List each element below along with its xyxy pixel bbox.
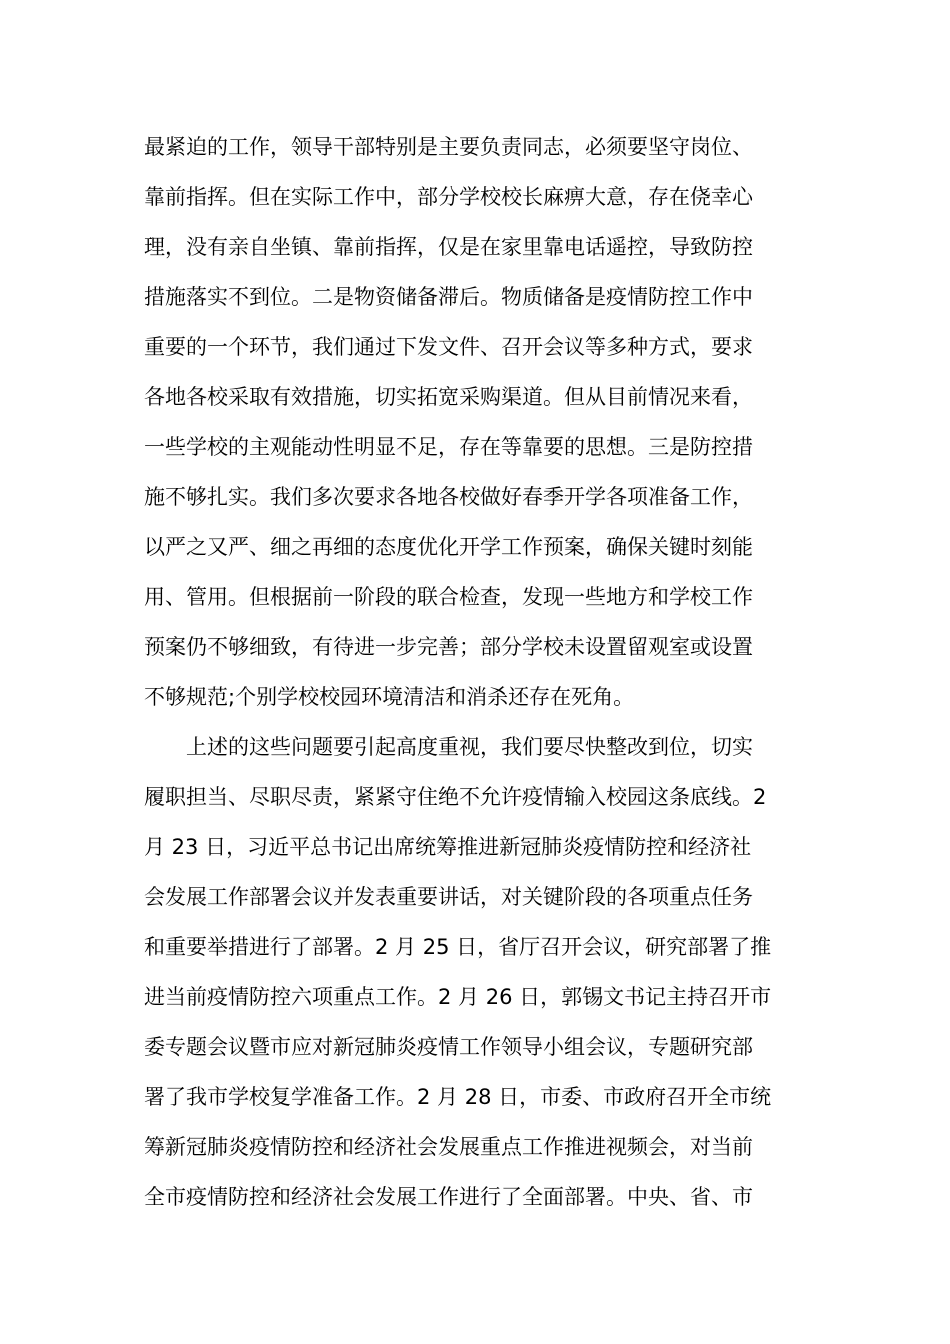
text-line: 筹新冠肺炎疫情防控和经济社会发展重点工作推进视频会，对当前 xyxy=(144,1135,753,1159)
text-line: 月 23 日，习近平总书记出席统筹推进新冠肺炎疫情防控和经济社 xyxy=(144,835,752,859)
text-line: 用、管用。但根据前一阶段的联合检查，发现一些地方和学校工作 xyxy=(144,585,753,609)
text-line: 理，没有亲自坐镇、靠前指挥，仅是在家里靠电话遥控，导致防控 xyxy=(144,235,753,259)
text-line: 各地各校采取有效措施，切实拓宽采购渠道。但从目前情况来看， xyxy=(144,385,753,409)
text-line: 全市疫情防控和经济社会发展工作进行了全面部署。中央、省、市 xyxy=(144,1185,753,1209)
text-line: 一些学校的主观能动性明显不足，存在等靠要的思想。三是防控措 xyxy=(144,435,753,459)
text-line: 委专题会议暨市应对新冠肺炎疫情工作领导小组会议，专题研究部 xyxy=(144,1035,753,1059)
text-line: 以严之又严、细之再细的态度优化开学工作预案，确保关键时刻能 xyxy=(144,535,753,559)
text-line: 和重要举措进行了部署。2 月 25 日，省厅召开会议，研究部署了推 xyxy=(144,935,772,959)
text-line: 最紧迫的工作，领导干部特别是主要负责同志，必须要坚守岗位、 xyxy=(144,135,753,159)
text-line: 靠前指挥。但在实际工作中，部分学校校长麻痹大意，存在侥幸心 xyxy=(144,185,753,209)
text-line: 预案仍不够细致，有待进一步完善；部分学校未设置留观室或设置 xyxy=(144,635,753,659)
text-line: 履职担当、尽职尽责，紧紧守住绝不允许疫情输入校园这条底线。2 xyxy=(144,785,767,809)
document-body xyxy=(144,127,806,1227)
text-line: 上述的这些问题要引起高度重视，我们要尽快整改到位，切实 xyxy=(186,735,753,759)
text-line: 施不够扎实。我们多次要求各地各校做好春季开学各项准备工作， xyxy=(144,485,753,509)
text-line: 会发展工作部署会议并发表重要讲话，对关键阶段的各项重点任务 xyxy=(144,885,753,909)
text-line: 不够规范;个别学校校园环境清洁和消杀还存在死角。 xyxy=(144,685,635,709)
text-line: 重要的一个环节，我们通过下发文件、召开会议等多种方式，要求 xyxy=(144,335,753,359)
text-line: 进当前疫情防控六项重点工作。2 月 26 日，郭锡文书记主持召开市 xyxy=(144,985,772,1009)
paragraph-1 xyxy=(144,127,806,727)
paragraph-2 xyxy=(144,727,806,1227)
text-line: 措施落实不到位。二是物资储备滞后。物质储备是疫情防控工作中 xyxy=(144,285,753,309)
text-line: 署了我市学校复学准备工作。2 月 28 日，市委、市政府召开全市统 xyxy=(144,1085,772,1109)
